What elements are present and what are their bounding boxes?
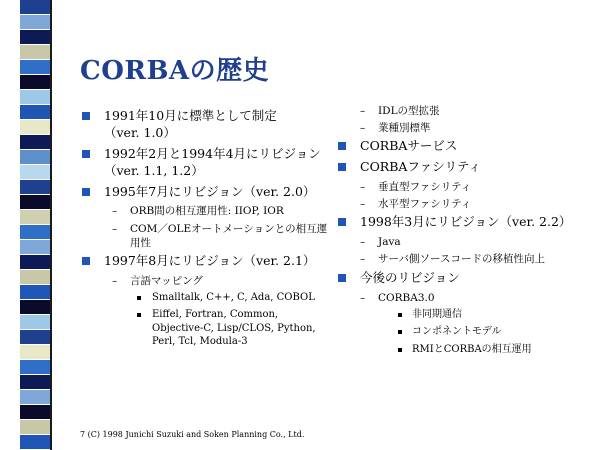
sub-sub-item bbox=[82, 308, 332, 349]
bullet-text: 1991年10月に標準として制定 bbox=[104, 108, 277, 123]
sub-item bbox=[338, 121, 588, 135]
small-square-bullet-icon bbox=[398, 348, 402, 352]
stripe-segment bbox=[20, 255, 50, 270]
stripe-segment bbox=[20, 15, 50, 30]
stripe-segment bbox=[20, 225, 50, 240]
sub-item bbox=[82, 222, 332, 250]
square-bullet-icon bbox=[82, 188, 90, 196]
sub-item-text: 垂直型ファシリティ bbox=[378, 181, 472, 194]
bullet-text: 1997年8月にリビジョン（ver. 2.1） bbox=[104, 252, 316, 268]
stripe-segment bbox=[20, 345, 50, 360]
stripe-segment bbox=[20, 195, 50, 210]
sub-item bbox=[338, 235, 588, 249]
bullet-text: 1998年3月にリビジョン（ver. 2.2） bbox=[360, 214, 572, 230]
sub-sub-item-text: Smalltalk, C++, C, Ada, COBOL bbox=[152, 291, 315, 303]
stripe-segment bbox=[20, 300, 50, 315]
stripe-segment bbox=[20, 375, 50, 390]
stripe-segment bbox=[20, 435, 50, 450]
square-bullet-icon bbox=[82, 112, 90, 120]
sub-item-text: ORB間の相互運用性: IIOP, IOR bbox=[130, 205, 284, 218]
stripe-segment bbox=[20, 0, 50, 15]
sub-item bbox=[338, 197, 588, 211]
sub-sub-item bbox=[338, 343, 588, 357]
sub-sub-item-text: RMIとCORBAの相互運用 bbox=[412, 343, 532, 355]
small-square-bullet-icon bbox=[137, 313, 141, 317]
stripe-segment bbox=[20, 210, 50, 225]
stripe-segment bbox=[20, 30, 50, 45]
stripe-shadow bbox=[50, 0, 52, 450]
square-bullet-icon bbox=[338, 163, 346, 171]
slide-title: CORBAの歴史 bbox=[80, 56, 270, 86]
dash-bullet-icon: – bbox=[360, 181, 366, 194]
bullet-future-revisions bbox=[338, 270, 588, 287]
decorative-stripe bbox=[20, 0, 50, 450]
slide-footer: 7 (C) 1998 Junichi Suzuki and Soken Planning Co., Ltd. bbox=[80, 430, 305, 439]
sub-item-text: COM／OLEオートメーションとの相互運用性 bbox=[130, 222, 328, 249]
dash-bullet-icon: – bbox=[360, 236, 366, 249]
stripe-segment bbox=[20, 420, 50, 435]
dash-bullet-icon: – bbox=[112, 274, 118, 287]
stripe-segment bbox=[20, 45, 50, 60]
stripe-segment bbox=[20, 120, 50, 135]
dash-bullet-icon: – bbox=[112, 222, 118, 235]
sub-item-text: サーバ側ソースコードの移植性向上 bbox=[378, 253, 545, 266]
sub-item-text: Java bbox=[378, 236, 401, 249]
sub-item bbox=[338, 104, 588, 118]
sub-sub-item-text: 非同期通信 bbox=[412, 308, 462, 320]
stripe-segment bbox=[20, 60, 50, 75]
sub-sub-item bbox=[82, 291, 332, 305]
bullet-1991 bbox=[82, 108, 332, 142]
stripe-segment bbox=[20, 330, 50, 345]
sub-item bbox=[338, 180, 588, 194]
dash-bullet-icon: – bbox=[360, 253, 366, 266]
sub-sub-item bbox=[338, 308, 588, 322]
right-column bbox=[338, 104, 588, 360]
small-square-bullet-icon bbox=[398, 313, 402, 317]
bullet-text: 1992年2月と1994年4月にリビジョン bbox=[104, 145, 321, 161]
bullet-text: CORBAサービス bbox=[360, 138, 458, 154]
stripe-segment bbox=[20, 90, 50, 105]
bullet-text: 今後のリビジョン bbox=[360, 269, 460, 285]
bullet-1995 bbox=[82, 184, 332, 201]
stripe-segment bbox=[20, 405, 50, 420]
sub-item bbox=[82, 274, 332, 288]
bullet-1992-1994 bbox=[82, 146, 332, 180]
stripe-segment bbox=[20, 240, 50, 255]
bullet-1997 bbox=[82, 253, 332, 270]
sub-sub-item-text: Eiffel, Fortran, Common, Objective-C, Lisp/CLOS, Python, Perl, Tcl, Modula-3 bbox=[152, 309, 316, 348]
bullet-corba-services bbox=[338, 138, 588, 155]
small-square-bullet-icon bbox=[398, 330, 402, 334]
sub-sub-item-text: コンポネントモデル bbox=[412, 326, 502, 338]
stripe-segment bbox=[20, 315, 50, 330]
square-bullet-icon bbox=[338, 218, 346, 226]
dash-bullet-icon: – bbox=[112, 205, 118, 218]
stripe-segment bbox=[20, 285, 50, 300]
dash-bullet-icon: – bbox=[360, 122, 366, 135]
stripe-segment bbox=[20, 360, 50, 375]
stripe-segment bbox=[20, 105, 50, 120]
sub-item-text: IDLの型拡張 bbox=[378, 105, 440, 117]
stripe-segment bbox=[20, 135, 50, 150]
sub-item bbox=[338, 291, 588, 305]
stripe-segment bbox=[20, 165, 50, 180]
sub-item-text: 業種別標準 bbox=[378, 122, 431, 135]
dash-bullet-icon: – bbox=[360, 105, 366, 117]
sub-item-text: CORBA3.0 bbox=[378, 291, 435, 304]
stripe-segment bbox=[20, 270, 50, 285]
small-square-bullet-icon bbox=[137, 296, 141, 300]
bullet-text: CORBAファシリティ bbox=[360, 159, 481, 175]
sub-item bbox=[338, 252, 588, 266]
sub-item-text: 水平型ファシリティ bbox=[378, 198, 472, 211]
sub-sub-item bbox=[338, 325, 588, 339]
bullet-1998 bbox=[338, 214, 588, 231]
stripe-segment bbox=[20, 180, 50, 195]
stripe-segment bbox=[20, 390, 50, 405]
sub-item-text: 言語マッピング bbox=[130, 274, 203, 287]
bullet-subtext: （ver. 1.1, 1.2） bbox=[104, 162, 204, 178]
bullet-corba-facilities bbox=[338, 159, 588, 176]
stripe-segment bbox=[20, 150, 50, 165]
dash-bullet-icon: – bbox=[360, 198, 366, 211]
left-column bbox=[82, 108, 332, 353]
dash-bullet-icon: – bbox=[360, 291, 366, 304]
bullet-text: 1995年7月にリビジョン（ver. 2.0） bbox=[104, 183, 316, 199]
sub-item bbox=[82, 204, 332, 218]
stripe-segment bbox=[20, 75, 50, 90]
square-bullet-icon bbox=[338, 274, 346, 282]
square-bullet-icon bbox=[82, 150, 90, 158]
square-bullet-icon bbox=[338, 142, 346, 150]
square-bullet-icon bbox=[82, 257, 90, 265]
bullet-subtext: （ver. 1.0） bbox=[104, 124, 176, 140]
